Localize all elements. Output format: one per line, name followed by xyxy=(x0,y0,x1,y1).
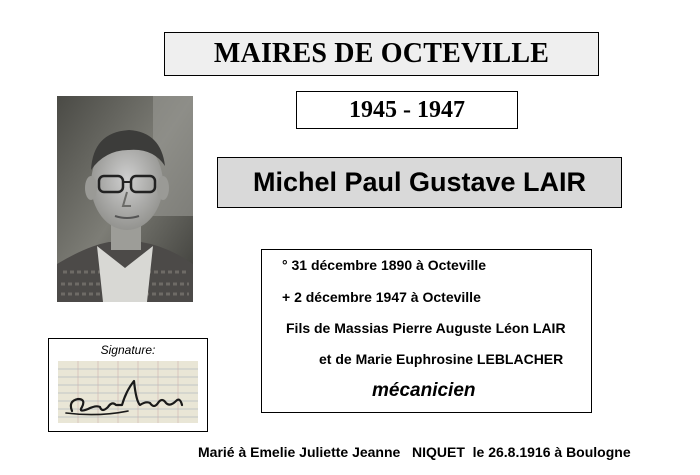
mayor-name: Michel Paul Gustave LAIR xyxy=(252,167,587,197)
portrait-photo xyxy=(57,96,193,302)
page-title: MAIRES DE OCTEVILLE xyxy=(213,38,550,69)
term-years: 1945 - 1947 xyxy=(349,96,465,123)
mayor-name-box xyxy=(217,157,622,208)
term-years-box xyxy=(296,91,518,129)
birth-info: ° 31 décembre 1890 à Octeville xyxy=(282,257,487,273)
profession: mécanicien xyxy=(372,380,476,401)
marriage-info: Marié à Emelie Juliette Jeanne NIQUET le 26.8.1916 à Boulogne xyxy=(198,444,631,460)
father-info: Fils de Massias Pierre Auguste Léon LAIR xyxy=(286,320,566,336)
signature-label: Signature: xyxy=(100,343,156,357)
signature-image xyxy=(58,361,198,423)
page-title-box xyxy=(164,32,599,76)
biography-box xyxy=(261,249,592,413)
death-info: + 2 décembre 1947 à Octeville xyxy=(282,289,481,305)
signature-box xyxy=(48,338,208,432)
mother-info: et de Marie Euphrosine LEBLACHER xyxy=(319,351,564,367)
